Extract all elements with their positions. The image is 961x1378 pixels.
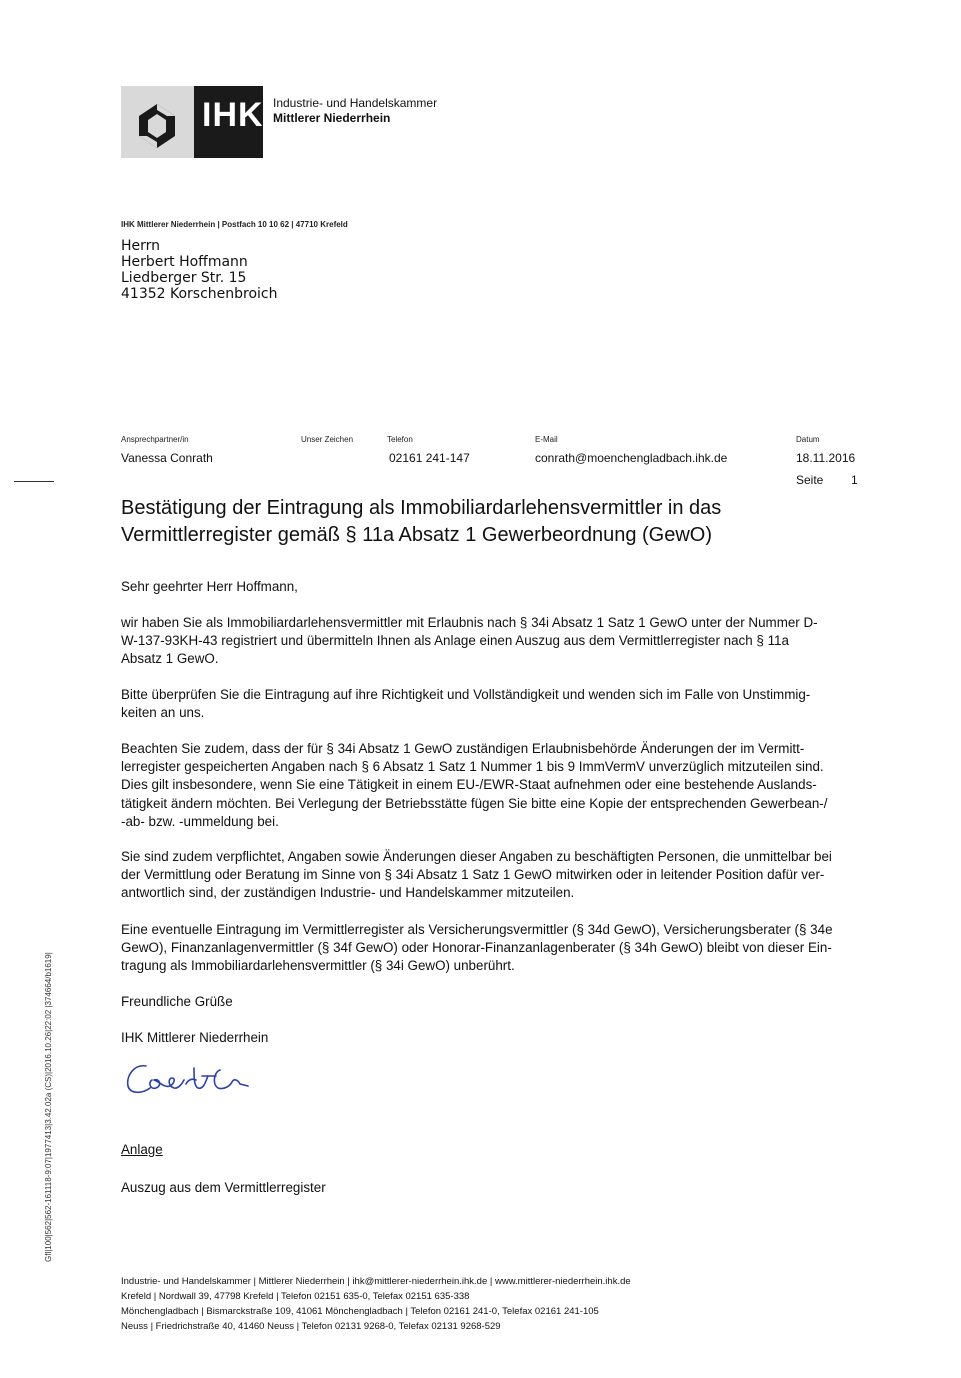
body-paragraph-4: Sie sind zudem verpflichtet, Angaben sowie Änderungen dieser Angaben zu beschäftigten Personen, die unmittelbar bei der Vermittlung oder Beratung im Sinne von § 34i Absatz 1 Satz 1 GewO mitwirken oder in leitender Position dafür ver- antwortlich sind, der zuständigen Industrie- und Handelskammer mitzuteilen. [121,849,832,901]
phone-label: Telefon [387,435,413,444]
org-name-line2: Mittlerer Niederrhein [273,111,391,125]
closing: Freundliche Grüße [121,994,233,1009]
date-label: Datum [796,435,820,444]
recipient-salutation: Herrn [121,238,161,254]
page-label: Seite [796,473,824,487]
attachment-title: Anlage [121,1142,163,1157]
body-paragraph-2: Bitte überprüfen Sie die Eintragung auf ihre Richtigkeit und Vollständigkeit und wenden sich im Falle von Unstimmig- keiten an uns. [121,687,811,721]
sender-return-address: IHK Mittlerer Niederrhein | Postfach 10 10 62 | 47710 Krefeld [121,220,348,229]
ihk-logo [121,86,263,158]
handwritten-signature-icon [124,1058,254,1098]
footer-line-2: Krefeld | Nordwall 39, 47798 Krefeld | Telefon 02151 635-0, Telefax 02151 635-338 [121,1291,470,1302]
subject-line-2: Vermittlerregister gemäß § 11a Absatz 1 Gewerbeordnung (GewO) [121,524,713,546]
email-value: conrath@moenchengladbach.ihk.de [535,451,728,465]
reference-label: Unser Zeichen [301,435,354,444]
contact-label: Ansprechpartner/in [121,435,189,444]
footer-line-3: Mönchengladbach | Bismarckstraße 109, 41061 Mönchengladbach | Telefon 02161 241-0, Telefax 02161 241-105 [121,1306,599,1317]
footer-line-4: Neuss | Friedrichstraße 40, 41460 Neuss | Telefon 02131 9268-0, Telefax 02131 9268-529 [121,1321,501,1332]
subject-line-1: Bestätigung der Eintragung als Immobiliardarlehensvermittler in das [121,497,722,519]
phone-value: 02161 241-147 [389,451,470,465]
signature [124,1058,254,1103]
recipient-name: Herbert Hoffmann [121,254,248,270]
logo-wordmark: IHK [202,96,264,134]
contact-value: Vanessa Conrath [121,451,213,465]
logo-emblem [121,86,194,158]
attachment-description: Auszug aus dem Vermittlerregister [121,1180,326,1195]
fold-mark [14,481,54,482]
body-paragraph-5: Eine eventuelle Eintragung im Vermittlerregister als Versicherungsvermittler (§ 34d GewO), Versicherungsberater (§ 34e GewO), Finanzanlagenvermittler (§ 34f GewO) oder Honorar-Finanzanlagenberater (§ 34h GewO) bleibt von dieser Ein- tragung als Immobiliardarlehensvermittler (§ 34i GewO) unberührt. [121,922,833,974]
recipient-street: Liedberger Str. 15 [121,270,247,286]
body-paragraph-3: Beachten Sie zudem, dass der für § 34i Absatz 1 GewO zuständigen Erlaubnisbehörde Änderungen der im Vermitt- lerregister gespeicherten Angaben nach § 6 Absatz 1 Satz 1 Nummer 1 bis 9 ImmVermV unverzüglich mitzuteilen sind. Dies gilt insbesondere, wenn Sie eine Tätigkeit in einem EU-/EWR-Staat aufnehmen oder eine bestehende Auslands- tätigkeit ändern möchten. Bei Verlegung der Betriebsstätte fügen Sie bitte eine Kopie der entsprechenden Gewerbean-/ -ab- bzw. -ummeldung bei. [121,741,828,829]
body-paragraph-1: wir haben Sie als Immobiliardarlehensvermittler mit Erlaubnis nach § 34i Absatz 1 Satz 1 GewO unter der Nummer D- W-137-93KH-43 registriert und übermitteln Ihnen als Anlage einen Auszug aus dem Vermittlerregister nach § 11a Absatz 1 GewO. [121,615,818,667]
closing-org: IHK Mittlerer Niederrhein [121,1030,269,1045]
org-name-line1: Industrie- und Handelskammer [273,96,438,110]
recipient-city: 41352 Korschenbroich [121,286,278,302]
document-code-vertical: Gfl|100|562|562-161118-9:07|1977413|3.42.02a (CS)|2016.10.26|22:02 |374664/b1619| [44,952,53,1262]
logo-text-block [194,86,263,158]
page-number: 1 [851,473,858,487]
letter-subject [121,495,821,549]
ihk-emblem-icon [121,86,194,158]
greeting: Sehr geehrter Herr Hoffmann, [121,579,298,594]
date-value: 18.11.2016 [796,451,856,465]
footer-line-1: Industrie- und Handelskammer | Mittlerer Niederrhein | ihk@mittlerer-niederrhein.ihk.de | www.mittlerer-niederrhein.ihk.de [121,1276,631,1287]
email-label: E-Mail [535,435,558,444]
